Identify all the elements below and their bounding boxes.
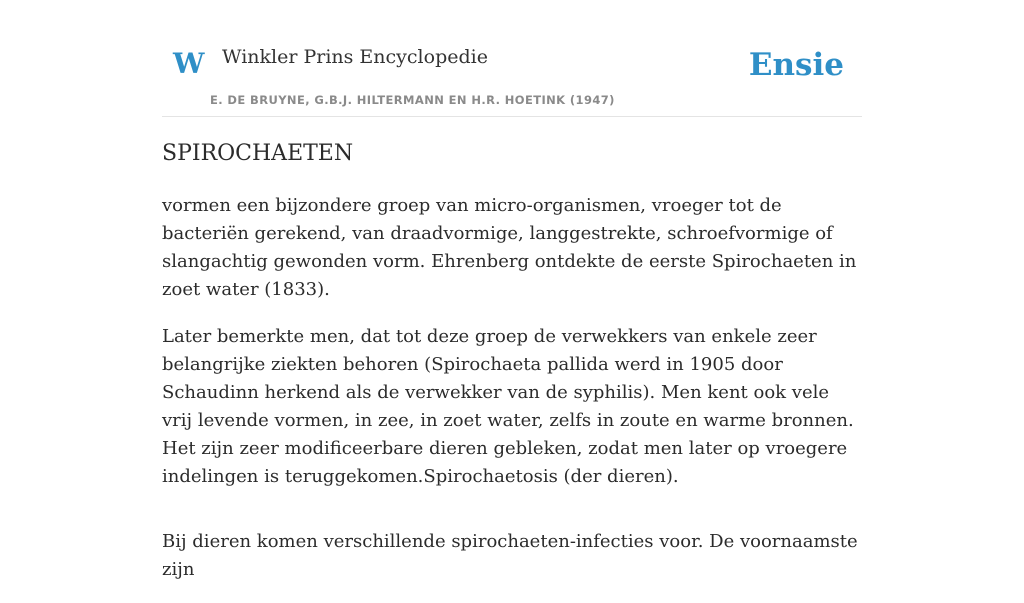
publication-logo[interactable]: W [173,47,205,80]
entry-title: SPIROCHAETEN [162,141,354,166]
publication-authors: E. DE BRUYNE, G.B.J. HILTERMANN EN H.R. HOETINK (1947) [210,93,615,107]
entry-paragraph: Bij dieren komen verschillende spirochaeten-infecties voor. De voornaamste zijn [162,531,858,580]
entry-body [162,192,862,603]
site-header [162,0,862,117]
entry-paragraph: Later bemerkte men, dat tot deze groep de verwekkers van enkele zeer belangrijke ziekten behoren (Spirochaeta pallida werd in 1905 door Schaudinn herkend als de verwekker van de syphilis). Men kent ook vele vrij levende vormen, in zee, in zoet water, zelfs in zoute en warme bronnen. Het zijn zeer modificeerbare dieren gebleken, zodat men later op vroegere indelingen is teruggekomen.Spirochaetosis (der dieren). [162,326,854,487]
article-page [162,0,862,580]
entry-paragraph: vormen een bijzondere groep van micro-organismen, vroeger tot de bacteriën gerekend, van draadvormige, langgestrekte, schroefvormige of slangachtig gewonden vorm. Ehrenberg ontdekte de eerste Spirochaeten in zoet water (1833). [162,195,857,300]
publication-title[interactable]: Winkler Prins Encyclopedie [222,46,488,68]
brand-logo[interactable]: Ensie [748,47,844,83]
